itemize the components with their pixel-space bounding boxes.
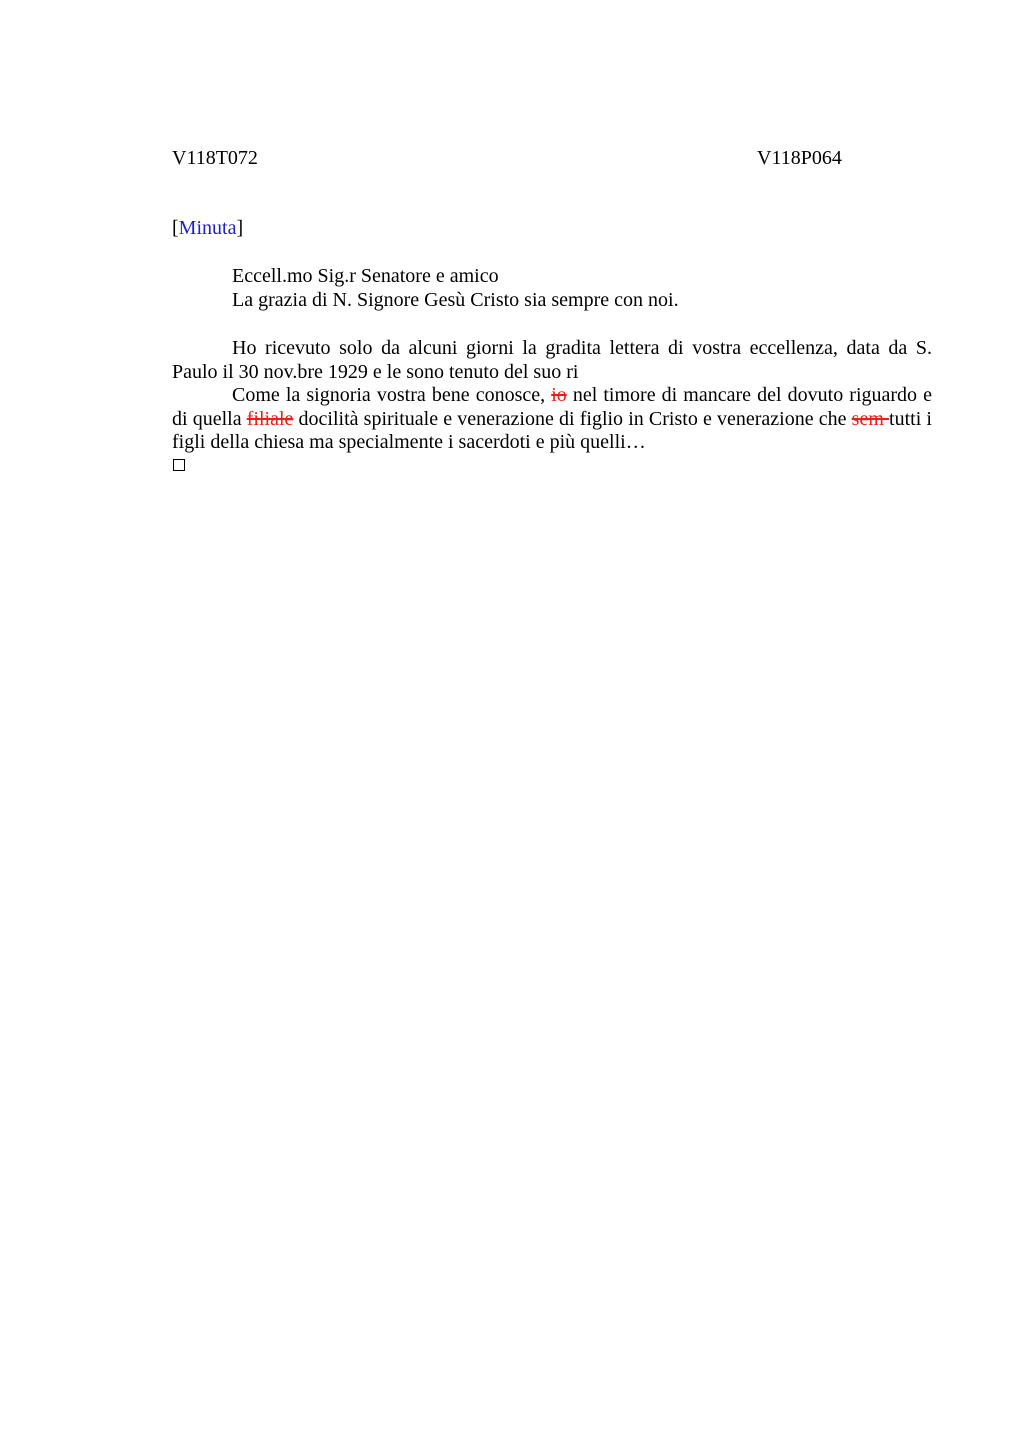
paragraph-2-part-4: tutti i figli della chiesa ma specialmente i sacerdoti e più quelli… [172,407,932,453]
open-bracket: [ [172,217,179,239]
salutation-line-2: La grazia di N. Signore Gesù Cristo sia sempre con noi. [232,288,679,311]
letter-body [172,337,932,455]
document-code-left: V118T072 [172,147,258,169]
salutation [172,265,932,312]
paragraph-2-part-2: nel timore di mancare del dovuto riguardo e di quella [172,384,932,430]
minuta-label [172,217,932,241]
paragraph-2-part-1: Come la signoria vostra bene conosce, [232,384,552,406]
paragraph-2 [172,384,932,455]
deleted-word-2: filiale [246,407,294,430]
deleted-word-1: io [551,384,567,406]
close-bracket: ] [236,217,244,239]
minuta-link: Minuta [178,217,237,239]
document-code-right: V118P064 [757,147,842,169]
empty-box-icon [173,459,185,471]
paragraph-2-part-3: docilità spirituale e venerazione di figlio in Cristo e venerazione che [293,407,852,430]
paragraph-1: Ho ricevuto solo da alcuni giorni la gradita lettera di vostra eccellenza, data da S. Paulo il 30 nov.bre 1929 e le sono tenuto del suo ri [172,337,932,383]
deleted-word-3: sem [851,407,890,430]
salutation-line-1: Eccell.mo Sig.r Senatore e amico [232,265,499,287]
